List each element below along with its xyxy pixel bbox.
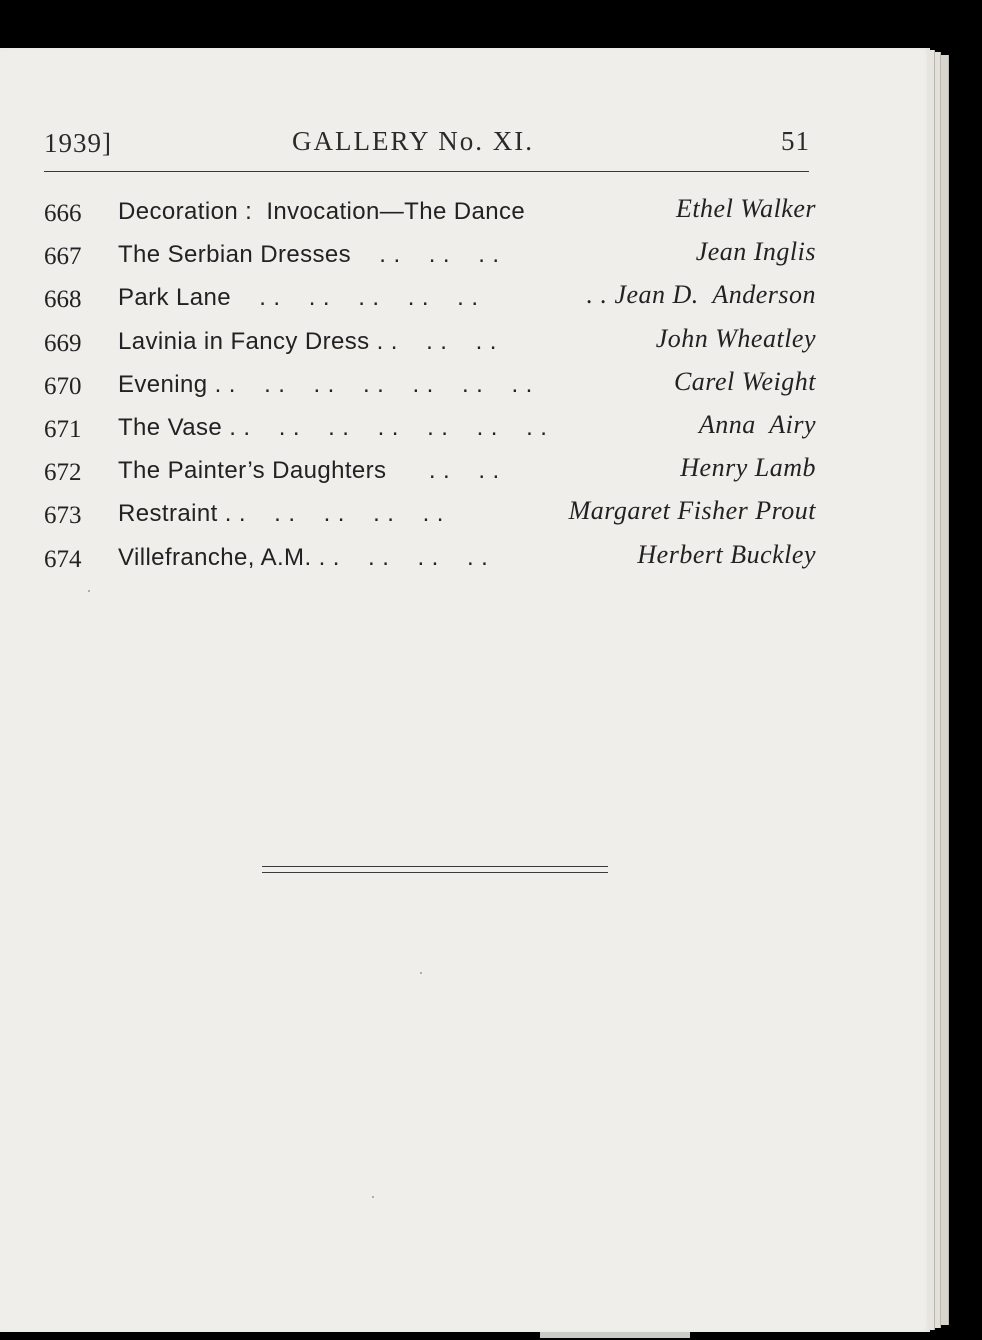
catalogue-entry [44,190,816,233]
entry-artist: Jean Inglis [695,237,816,267]
catalogue-entry [44,406,816,449]
entry-title: Lavinia in Fancy Dress . . . . . . [118,327,497,355]
entry-title: The Painter’s Daughters . . . . [118,457,500,485]
entry-title: The Serbian Dresses . . . . . . [118,241,500,269]
entry-artist: Carel Weight [673,366,816,396]
entry-artist: Ethel Walker [675,194,816,223]
page-number: 51 [781,126,810,156]
catalogue-entry [44,233,816,276]
header-gallery-title: GALLERY No. XI. [292,126,534,156]
entry-artist: Herbert Buckley [637,539,816,569]
header-year: 1939] [44,128,112,158]
entry-title: Villefranche, A.M. . . . . . . . . [118,543,489,571]
paper-speck [372,1196,374,1198]
catalogue-entry [44,449,816,492]
entry-artist: Anna Airy [698,409,816,439]
entry-title: Evening . . . . . . . . . . . . . . [118,370,533,398]
entry-artist: Margaret Fisher Prout [568,496,816,526]
entry-artist: Henry Lamb [680,453,816,483]
catalogue-list [44,190,816,579]
entry-title: Decoration : Invocation—The Dance [118,198,526,225]
entry-number: 670 [44,372,82,400]
paper-speck [420,972,422,974]
entry-artist: John Wheatley [655,323,816,353]
running-header [44,124,810,164]
header-rule [44,171,809,172]
catalogue-entry [44,276,816,319]
entry-number: 673 [44,502,82,530]
entry-number: 669 [44,329,82,357]
catalogue-entry [44,492,816,535]
paper-speck [88,590,90,592]
entry-number: 667 [44,243,82,271]
entry-number: 666 [44,200,82,227]
catalogue-entry [44,363,816,406]
catalogue-entry [44,536,816,579]
closing-rule [262,872,608,873]
entry-number: 668 [44,286,82,314]
catalogue-entry [44,320,816,363]
entry-title: Park Lane . . . . . . . . . . [118,284,479,312]
entry-artist: . . Jean D. Anderson [586,280,816,310]
entry-number: 674 [44,545,82,573]
entry-number: 672 [44,459,82,487]
entry-number: 671 [44,415,82,443]
entry-title: Restraint . . . . . . . . . . [118,500,444,528]
entry-title: The Vase . . . . . . . . . . . . . . [118,413,548,441]
closing-rule [262,866,608,867]
